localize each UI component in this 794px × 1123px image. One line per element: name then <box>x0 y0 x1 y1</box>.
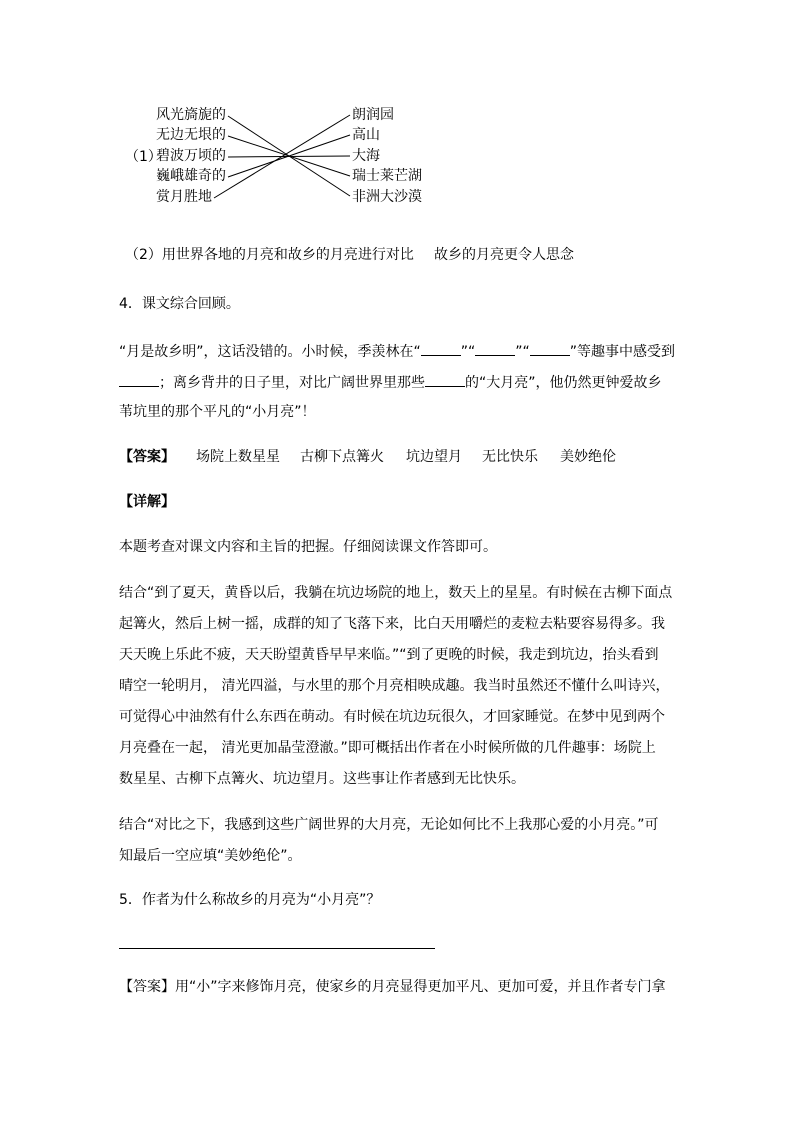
q2-text: （2）用世界各地的月亮和故乡的月亮进行对比 <box>125 247 414 263</box>
fill-blank <box>425 374 465 387</box>
right-item: 非洲大沙漠 <box>352 189 422 205</box>
right-item: 瑞士莱芒湖 <box>352 168 422 184</box>
q4-line3: 苇坑里的那个平凡的“小月亮”！ <box>119 404 316 420</box>
answer-item: 古柳下点篝火 <box>300 449 384 465</box>
q4-answer-row <box>119 450 175 464</box>
detail-para-line: 结合“对比之下，我感到这些广阔世界的大月亮，无论如何比不上我那心爱的小月亮。”可 <box>119 817 659 833</box>
matching-lines <box>0 0 794 263</box>
fill-blank <box>475 343 515 356</box>
detail-para-line: 结合“到了夏天，黄昏以后，我躺在坑边场院的地上，数天上的星星。有时候在古柳下面点 <box>119 585 673 601</box>
detail-para-line: 起篝火，然后上树一摇，成群的知了飞落下来，比白天用嚼烂的麦粒去粘要容易得多。我 <box>119 616 665 632</box>
left-item: 碧波万顷的 <box>156 148 226 164</box>
left-item: 无边无垠的 <box>156 127 226 143</box>
fill-blank <box>119 374 159 387</box>
q4-line1: “月是故乡明”，这话没错的。小时候，季羡林在“ ”“ ”“ ”等趣事中感受到 <box>119 344 676 360</box>
right-item: 大海 <box>352 148 380 164</box>
q5-answer: 【答案】用“小”字来修饰月亮，使家乡的月亮显得更加平凡、更加可爱，并且作者专门拿 <box>119 979 666 995</box>
detail-text: 本题考查对课文内容和主旨的把握。仔细阅读课文作答即可。 <box>119 539 497 555</box>
left-item: 赏月胜地 <box>156 189 212 205</box>
q5-title: 5．作者为什么称故乡的月亮为“小月亮”？ <box>119 892 381 908</box>
answer-item: 美妙绝伦 <box>560 449 616 465</box>
answer-item: 场院上数星星 <box>196 449 280 465</box>
detail-para-line: 数星星、古柳下点篝火、坑边望月。这些事让作者感到无比快乐。 <box>119 771 525 787</box>
left-item: 风光旖旎的 <box>156 107 226 123</box>
detail-para-line: 天天晚上乐此不疲，天天盼望黄昏早早来临。”“到了更晚的时候，我走到坑边，抬头看到 <box>119 647 659 663</box>
detail-para-line: 月亮叠在一起， 清光更加晶莹澄澈。”即可概括出作者在小时候所做的几件趣事：场院上 <box>119 740 656 756</box>
matching-label: （1） <box>125 149 162 165</box>
answer-item: 坑边望月 <box>406 449 462 465</box>
q4-title: 4．课文综合回顾。 <box>119 296 240 312</box>
fill-blank <box>421 343 461 356</box>
detail-para-line: 可觉得心中油然有什么东西在萌动。有时候在坑边玩很久，才回家睡觉。在梦中见到两个 <box>119 709 665 725</box>
left-item: 巍峨雄奇的 <box>156 168 226 184</box>
detail-para-line: 晴空一轮明月， 清光四溢，与水里的那个月亮相映成趣。我当时虽然还不懂什么叫诗兴， <box>119 678 670 694</box>
answer-line <box>119 948 435 949</box>
detail-label: 【详解】 <box>119 494 175 510</box>
answer-item: 无比快乐 <box>482 449 538 465</box>
q4-line2: ；离乡背井的日子里，对比广阔世界里那些 的“大月亮”，他仍然更钟爱故乡 <box>119 374 662 390</box>
fill-blank <box>530 343 570 356</box>
detail-para-line: 知最后一空应填“美妙绝伦”。 <box>119 848 302 864</box>
right-item: 朗润园 <box>352 107 394 123</box>
answer-label: 【答案】 <box>119 449 175 465</box>
right-item: 高山 <box>352 127 380 143</box>
q2-text-answer: 故乡的月亮更令人思念 <box>434 247 574 263</box>
